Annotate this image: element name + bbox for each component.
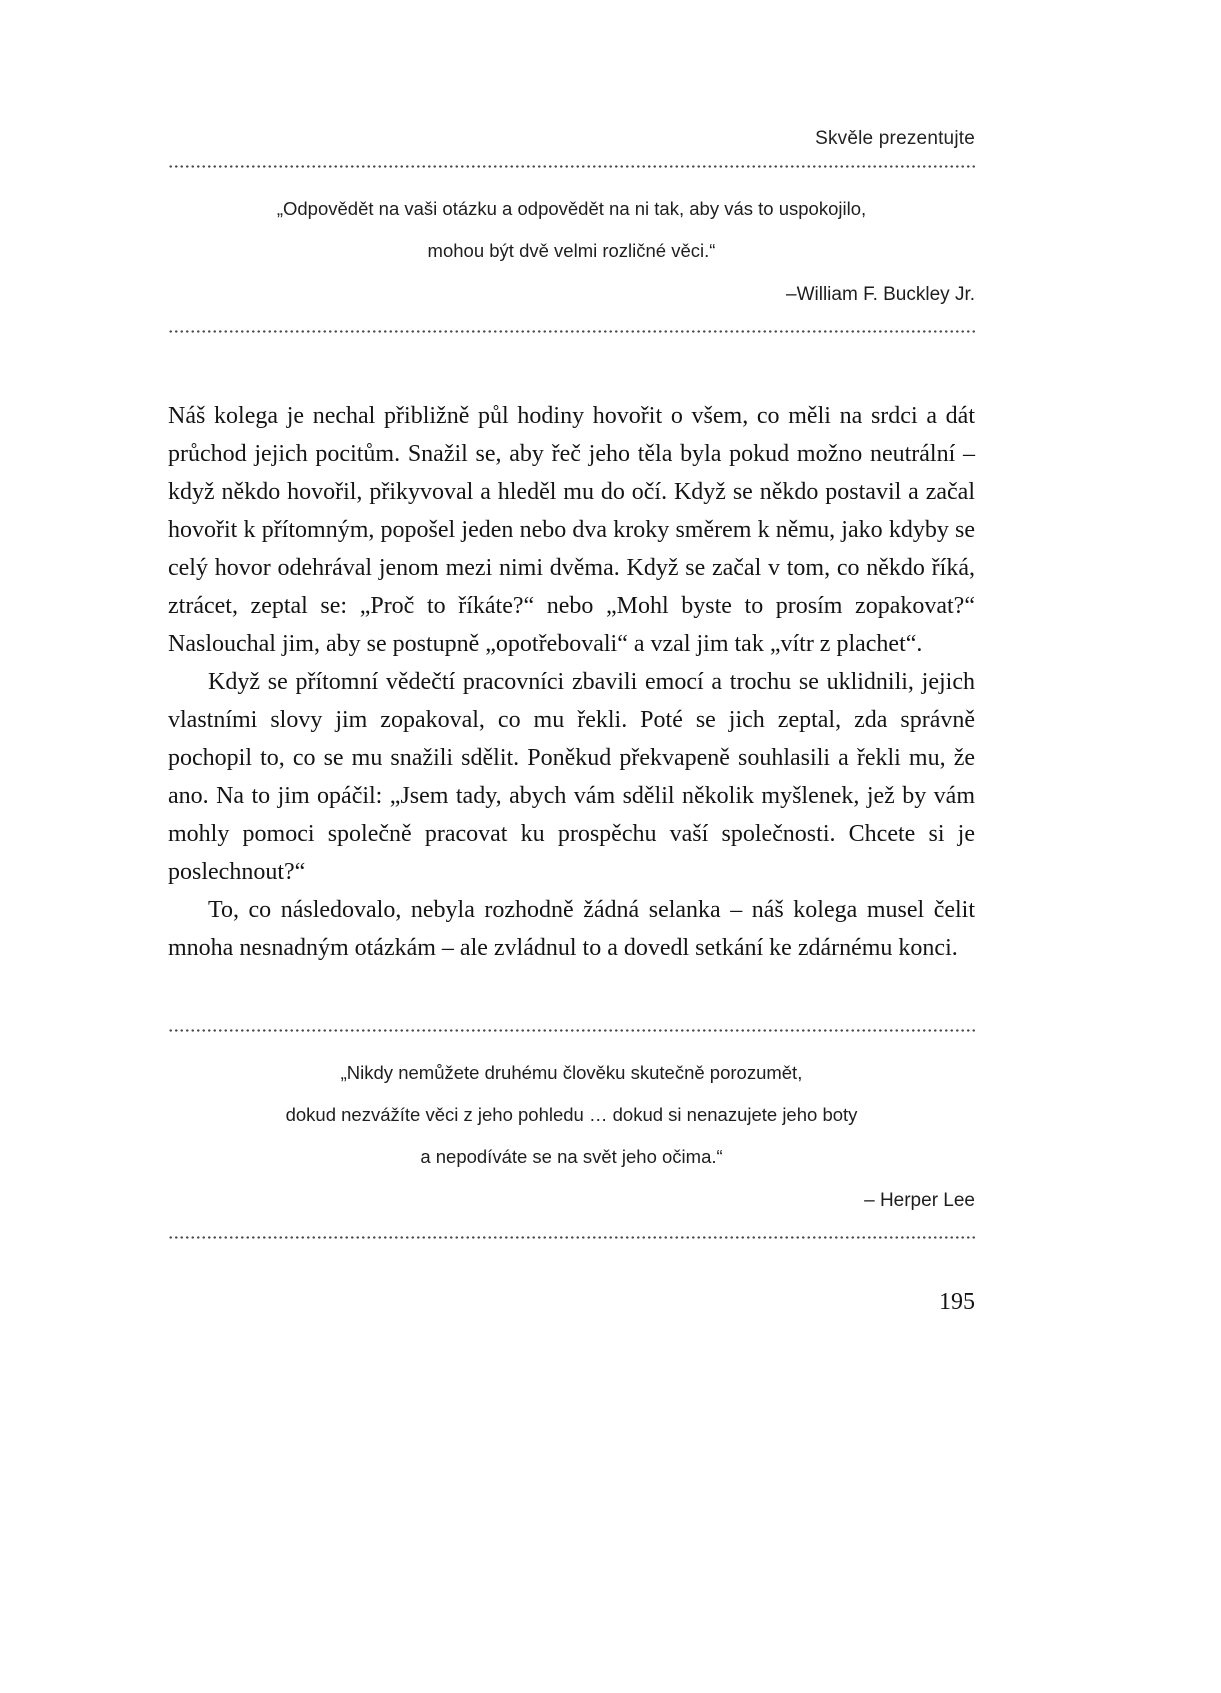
quote-block-bottom: [168, 1052, 975, 1222]
quote-top-line-2: mohou být dvě velmi rozličné věci.“: [427, 240, 716, 261]
running-header: Skvěle prezentujte: [815, 128, 975, 149]
page-number: 195: [939, 1289, 975, 1315]
divider-dotted-top-2: [168, 330, 975, 333]
quote-bottom-line-3: a nepodíváte se na svět jeho očima.“: [420, 1146, 723, 1167]
divider-dotted-bottom-1: [168, 1029, 975, 1032]
quote-block-top: [168, 188, 975, 316]
divider-dotted-top-1: [168, 165, 975, 168]
quote-bottom-line-2: dokud nezvážíte věci z jeho pohledu … dokud si nenazujete jeho boty: [285, 1104, 858, 1125]
body-paragraph-1: Náš kolega je nechal přibližně půl hodiny hovořit o všem, co měli na srdci a dát průchod jejich pocitům. Snažil se, aby řeč jeho těla byla pokud možno neutrální – když někdo hovořil, přikyvoval a hleděl mu do očí. Když se někdo postavil a začal hovořit k přítomným, popošel jeden nebo dva kroky směrem k němu, jako kdyby se celý hovor odehrával jenom mezi nimi dvěma. Když se začal v tom, co někdo říká, ztrácet, zeptal se: „Proč to říkáte?“ nebo „Mohl byste to prosím zopakovat?“ Naslouchal jim, aby se postupně „opotřebovali“ a vzal jim tak „vítr z plachet“.: [168, 403, 975, 657]
quote-bottom-attribution: – Herper Lee: [864, 1190, 975, 1211]
divider-dotted-bottom-2: [168, 1236, 975, 1239]
quote-bottom-line-1: „Nikdy nemůžete druhému člověku skutečně porozumět,: [340, 1062, 803, 1083]
body-paragraph-3: To, co následovalo, nebyla rozhodně žádná selanka – náš kolega musel čelit mnoha nesnadným otázkám – ale zvládnul to a dovedl setkání ke zdárnému konci.: [168, 897, 975, 961]
body-text: [168, 397, 975, 967]
quote-top-attribution: –William F. Buckley Jr.: [786, 284, 975, 305]
body-paragraph-2: Když se přítomní vědečtí pracovníci zbavili emocí a trochu se uklidnili, jejich vlastními slovy jim zopakoval, co mu řekli. Poté se jich zeptal, zda správně pochopil to, co se mu snažili sdělit. Poněkud překvapeně souhlasili a řekli mu, že ano. Na to jim opáčil: „Jsem tady, abych vám sdělil několik myšlenek, jež by vám mohly pomoci společně pracovat ku prospěchu vaší společnosti. Chcete si je poslechnout?“: [168, 669, 975, 885]
quote-top-line-1: „Odpovědět na vaši otázku a odpovědět na ni tak, aby vás to uspokojilo,: [276, 198, 867, 219]
